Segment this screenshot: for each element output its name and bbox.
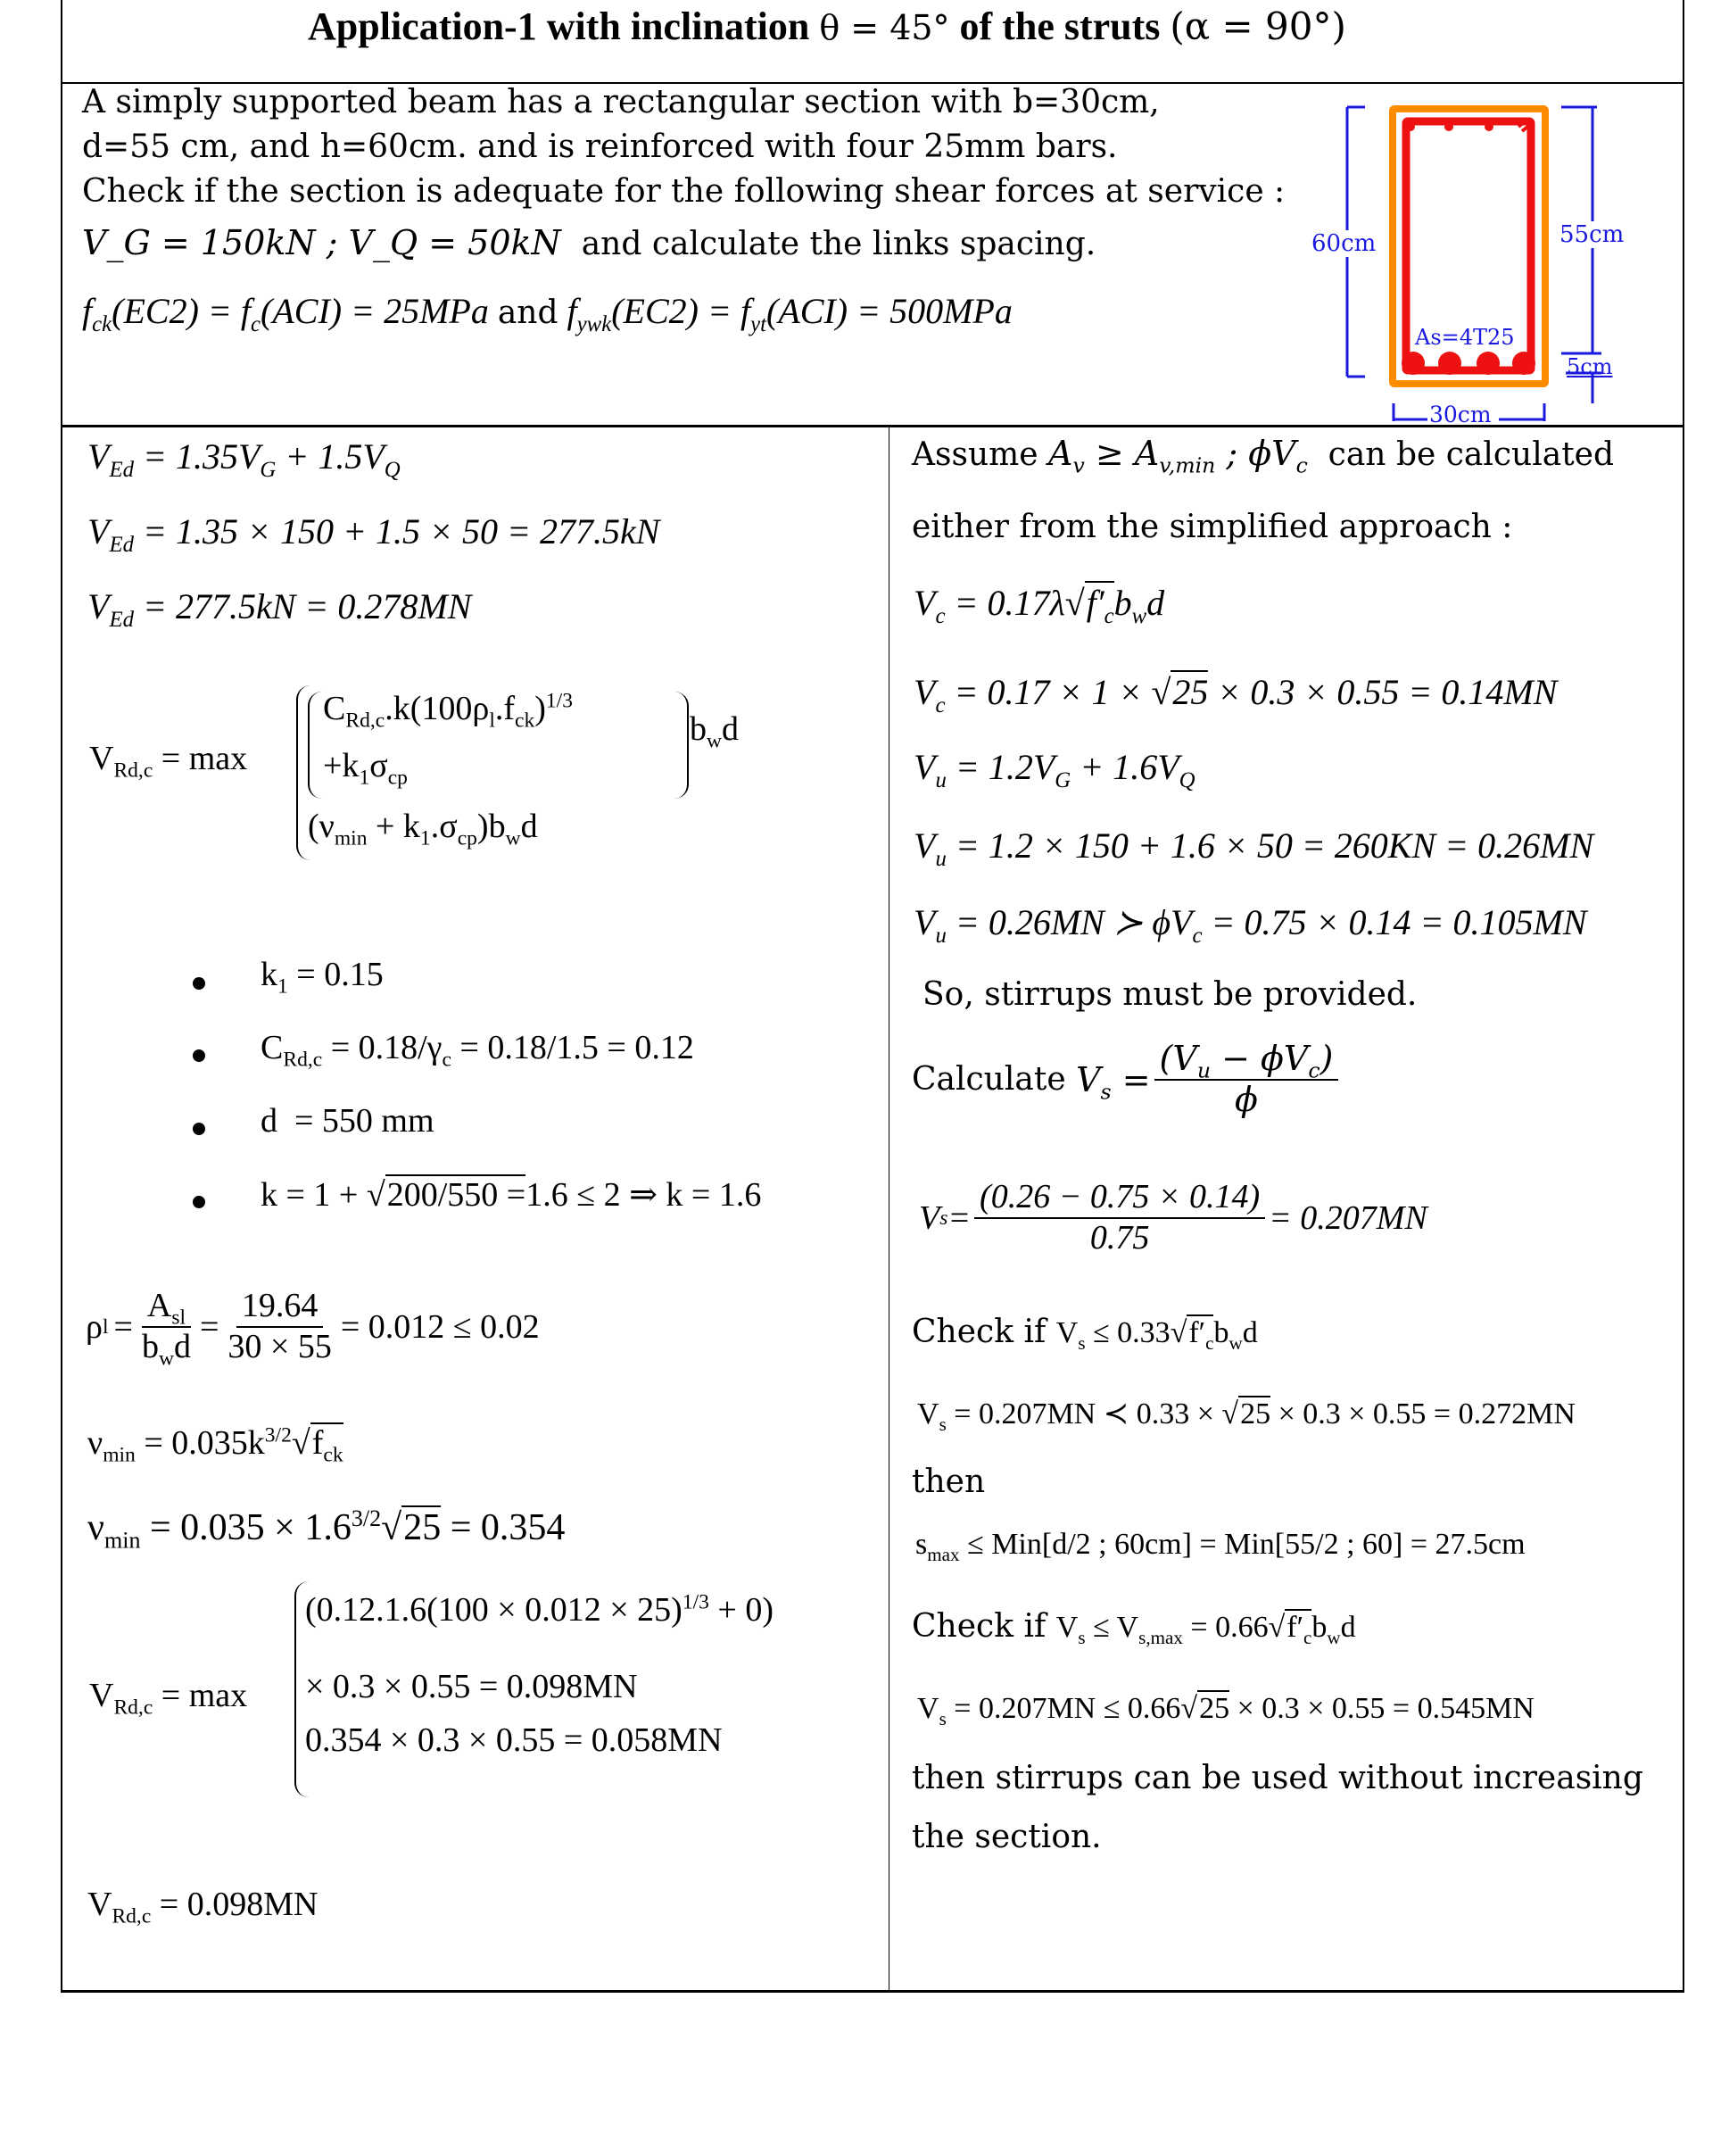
bullet-icon xyxy=(193,977,205,990)
phi-vc: ; ϕV xyxy=(1215,434,1296,473)
vu-calc-rhs: = 1.2 × 150 + 1.6 × 50 = 260KN = 0.26MN xyxy=(946,825,1594,866)
vs-calc-num: (0.26 − 0.75 × 0.14) xyxy=(974,1178,1265,1219)
smax-sub: max xyxy=(927,1543,960,1565)
check2-rhs: = 0.66 xyxy=(1182,1611,1269,1644)
bullet-k: k = 1 + √200/550 =1.6 ≤ 2 ⇒ k = 1.6 xyxy=(261,1176,762,1214)
vc-root xyxy=(1085,581,1114,628)
vu-check-sub: u xyxy=(935,924,947,948)
vrdc-result-sub: Rd,c xyxy=(112,1904,152,1928)
check1-calc-tail: × 0.3 × 0.55 = 0.272MN xyxy=(1270,1397,1576,1430)
vs-num-close: ) xyxy=(1320,1039,1334,1078)
ved-result-symbol: V xyxy=(87,586,110,626)
vmin-calc-exp: 3/2 xyxy=(351,1505,382,1531)
vc-sub: c xyxy=(1295,452,1308,478)
check2-fc: f′ xyxy=(1286,1611,1304,1644)
depth-dimension-label: 55cm xyxy=(1559,221,1625,248)
check1-fc: f′ xyxy=(1188,1316,1206,1349)
rho-den-2: 30 × 55 xyxy=(228,1327,332,1365)
vs-symbol-wrap xyxy=(1076,1059,1151,1105)
k1-symbol: k xyxy=(261,956,277,993)
vmin-root xyxy=(310,1422,343,1467)
d-rho: d xyxy=(173,1327,191,1365)
check2-calc-rhs: = 0.207MN ≤ 0.66 xyxy=(946,1692,1181,1725)
fc-sub: c xyxy=(251,312,261,336)
vu-calc-sub: u xyxy=(935,847,947,871)
vrdc-calc-row2: × 0.3 × 0.55 = 0.098MN xyxy=(305,1668,638,1705)
fywk-sub: ywk xyxy=(576,312,612,336)
k1-value: = 0.15 xyxy=(287,956,384,993)
vc-bw-sub: w xyxy=(1131,604,1147,628)
vs-num-mid: − ϕV xyxy=(1210,1039,1309,1078)
ck-root-sub: ck xyxy=(323,1443,343,1467)
vs-calc-den: 0.75 xyxy=(1089,1218,1150,1256)
check1-calc-v: V xyxy=(917,1397,939,1430)
avmin-sub: v,min xyxy=(1159,452,1216,478)
vc-symbol: V xyxy=(914,583,936,623)
title-mid: of the struts xyxy=(949,4,1171,48)
check1-calc-rhs: = 0.207MN ≺ 0.33 × xyxy=(946,1397,1222,1430)
vc-calc-rhs: = 0.17 × 1 × xyxy=(945,672,1152,712)
cover-dimension-label: 5cm xyxy=(1567,354,1613,379)
fy-symbol: f xyxy=(567,291,577,331)
height-dimension-label: 60cm xyxy=(1311,230,1377,257)
ved-g-sub: G xyxy=(260,458,277,482)
vrdc-result xyxy=(87,1885,318,1928)
ved-mid: + 1.5V xyxy=(276,436,385,477)
check2-math: $V_s \le V_{s,max} = 0.66√f'_cb_wd$ xyxy=(1055,1611,1356,1648)
ved-calc-rhs: = 1.35 × 150 + 1.5 × 50 = 277.5kN xyxy=(133,511,660,551)
vmin-exp: 3/2 xyxy=(264,1423,292,1447)
vs-fraction xyxy=(1154,1040,1339,1119)
problem-line-2: d=55 cm, and h=60cm. and is reinforced with four 25mm bars. xyxy=(82,129,1118,165)
vs-num-open: (V xyxy=(1159,1039,1197,1078)
check2-root xyxy=(1285,1609,1312,1648)
vmin-d: d xyxy=(520,808,538,845)
fck-sub: ck xyxy=(92,312,112,336)
vrdc-calc-row3: 0.354 × 0.3 × 0.55 = 0.058MN xyxy=(305,1721,723,1759)
vc-formula: $V_c = 0.17\lambda√f'_cb_wd$ xyxy=(914,583,1165,628)
vc-formula-sub: c xyxy=(935,604,946,628)
conclusion-line-2: the section. xyxy=(912,1819,1102,1855)
fc-tail: (ACI) = 25MPa xyxy=(261,291,489,331)
frame-left-border xyxy=(61,0,62,1993)
check2-mid: ≤ V xyxy=(1085,1611,1139,1644)
vrdc-paren-open xyxy=(308,692,322,799)
check1-fc-sub: c xyxy=(1205,1331,1214,1354)
vu-g-sub: G xyxy=(1055,768,1071,792)
nu-calc-symbol: ν xyxy=(87,1507,104,1548)
problem-line-1: A simply supported beam has a rectangular section with b=30cm, xyxy=(82,84,1160,120)
vmin-rhs: = 0.035k xyxy=(135,1424,265,1462)
vmin-sigma: .σ xyxy=(430,808,458,845)
vu-check-tail: = 0.75 × 0.14 = 0.105MN xyxy=(1202,902,1587,942)
ved-result-rhs: = 277.5kN = 0.278MN xyxy=(133,586,472,626)
ved-result-sub: Ed xyxy=(109,608,134,632)
vmin-calc-root: 25 xyxy=(403,1507,442,1548)
width-dimension-label: 30cm xyxy=(1429,402,1492,427)
crdc-sub: Rd,c xyxy=(283,1048,323,1072)
rho-symbol: ρ xyxy=(86,1307,103,1346)
d-term: d xyxy=(722,710,740,748)
rho-result: = 0.012 ≤ 0.02 xyxy=(340,1307,540,1346)
k1-sub: 1 xyxy=(359,766,370,790)
vmin-formula: $\nu_{min} = 0.035k^{3/2}√f_{ck}$ xyxy=(87,1423,343,1467)
bullet-crdc xyxy=(261,1028,694,1072)
vc-calc-symbol: V xyxy=(914,672,936,712)
vs-symbol: V xyxy=(1076,1059,1101,1099)
k-term: .k(100ρ xyxy=(385,690,490,727)
vs-denominator: ϕ xyxy=(1234,1079,1258,1119)
asl-sub: sl xyxy=(171,1306,186,1330)
crdc-symbol: C xyxy=(261,1029,284,1066)
check-label-1: Check if xyxy=(912,1314,1056,1350)
crdc-gamma: = 0.18/γ xyxy=(322,1029,443,1066)
check1-bw-sub: w xyxy=(1228,1331,1243,1354)
rho-formula: ρ l = $\frac{A_{sl}}{b_wd}$ = $\frac{19.64}{30 \times 55}$ = 0.012 ≤ 0.02 xyxy=(86,1287,540,1371)
vu-rhs: = 1.2V xyxy=(946,747,1055,787)
vc-rhs: = 0.17λ xyxy=(945,583,1065,623)
check2-calc-v: V xyxy=(917,1692,939,1725)
vu-formula xyxy=(914,746,1195,792)
check2-calc-root: 25 xyxy=(1199,1692,1230,1725)
vu-check-symbol: V xyxy=(914,902,936,942)
vrdc-paren-close xyxy=(674,692,689,799)
vrdc-result-symbol: V xyxy=(87,1886,112,1923)
vmin-calc-result: = 0.354 xyxy=(441,1507,566,1548)
either-line: either from the simplified approach : xyxy=(912,509,1513,545)
vrdc-result-value: = 0.098MN xyxy=(151,1886,318,1923)
vc-calculation: $V_c = 0.17 \times 1 \times √25 \times 0.3 \times 0.55 = 0.14MN$ xyxy=(914,672,1558,717)
bullet-k1 xyxy=(261,955,384,999)
k-root: 200/550 = xyxy=(386,1176,526,1214)
vrdc-formula-row2 xyxy=(323,746,408,790)
rho-fraction-1 xyxy=(136,1287,196,1371)
bullet-d: d = 550 mm xyxy=(261,1102,434,1140)
steel-area-label: As=4T25 xyxy=(1415,325,1515,350)
check2-sub: s xyxy=(1078,1626,1086,1648)
ved-calc-sub: Ed xyxy=(109,533,134,557)
vc-bw: b xyxy=(1113,583,1132,623)
rho-sub: l xyxy=(489,709,495,733)
check1-rhs: ≤ 0.33 xyxy=(1085,1316,1171,1349)
vmin-sub: min xyxy=(334,826,368,850)
vmin-mid: + k xyxy=(367,808,420,845)
check1-calc-root: 25 xyxy=(1240,1397,1271,1430)
check2-mid-sub: s,max xyxy=(1138,1626,1183,1648)
vu-check-rhs: = 0.26MN ≻ ϕV xyxy=(946,902,1193,942)
k-lhs: k = 1 + xyxy=(261,1176,367,1214)
nu-calc-sub: min xyxy=(104,1527,141,1554)
vu-q-sub: Q xyxy=(1179,768,1195,792)
assume-word: Assume xyxy=(912,436,1049,473)
bullet-icon xyxy=(193,1049,205,1062)
sigma: σ xyxy=(369,747,388,784)
vs-numerator xyxy=(1154,1040,1339,1081)
vu-mid: + 1.6V xyxy=(1071,747,1179,787)
fyt-sub: yt xyxy=(750,312,766,336)
vc-calc-tail: × 0.3 × 0.55 = 0.14MN xyxy=(1208,672,1558,712)
problem-line-3: Check if the section is adequate for the following shear forces at service : xyxy=(82,173,1286,210)
vu-check xyxy=(914,901,1587,948)
check-label-2: Check if xyxy=(912,1608,1056,1645)
vs-calc-result: = 0.207MN xyxy=(1269,1198,1427,1237)
ved-result xyxy=(87,585,472,632)
vs-num-sub: u xyxy=(1196,1057,1211,1083)
c-rdc: C xyxy=(323,690,346,727)
vrdc-calc-lhs xyxy=(89,1676,248,1720)
bw: b xyxy=(141,1327,159,1365)
fck-sub2: ck xyxy=(515,709,535,733)
av: A xyxy=(1048,434,1073,473)
vrdc-calc-row1-exp: 1/3 xyxy=(682,1590,709,1614)
f-term: .f xyxy=(494,690,516,727)
exp-third: 1/3 xyxy=(545,689,573,713)
vrdc-formula-row1: $C_{Rd,c}.k(100\rho_l.f_{ck})^{1/3}$ xyxy=(323,689,573,733)
ved-rhs: = 1.35V xyxy=(133,436,261,477)
check1-v: V xyxy=(1055,1316,1079,1349)
calculate-label: Calculate xyxy=(912,1061,1077,1099)
fck-mid: (EC2) = f xyxy=(112,291,251,331)
check2-v: V xyxy=(1055,1611,1079,1644)
nu-sub: min xyxy=(103,1443,136,1467)
k1-term: +k xyxy=(323,747,360,784)
check1-root xyxy=(1187,1314,1214,1354)
c-rdc-sub: Rd,c xyxy=(345,709,385,733)
ved-calculation xyxy=(87,510,660,557)
rho-num-2: 19.64 xyxy=(236,1287,324,1328)
stirrups-required: So, stirrups must be provided. xyxy=(922,976,1418,1013)
bullet-icon xyxy=(193,1196,205,1208)
nu-symbol: ν xyxy=(87,1424,103,1462)
vmin-calculation: $\nu_{min} = 0.035 \times 1.6^{3/2}√25 = 0.354$ xyxy=(87,1505,566,1554)
and-word: and xyxy=(497,294,558,331)
vrdc-calc-row1-tail: + 0) xyxy=(708,1591,774,1629)
conclusion-line-1: then stirrups can be used without increasing xyxy=(912,1760,1643,1796)
check1-sub: s xyxy=(1078,1331,1086,1354)
fy-mid: (EC2) = f xyxy=(611,291,751,331)
ved-sub: Ed xyxy=(109,458,134,482)
fc-prime: f′ xyxy=(1086,583,1104,623)
check2-bw: b xyxy=(1311,1611,1328,1644)
vrdc-formula-lhs xyxy=(89,739,248,783)
vrdc-calc-eq: = max xyxy=(153,1677,248,1714)
vmin-calc-rhs: = 0.035 × 1.6 xyxy=(140,1507,352,1548)
vrdc-eq: = max xyxy=(153,740,248,777)
page-title xyxy=(308,4,1346,49)
smax-line xyxy=(915,1528,1526,1565)
bw-b: b xyxy=(690,710,707,748)
vrdc-symbol: V xyxy=(89,740,114,777)
problem-materials xyxy=(82,290,1013,336)
check-vs-max-calculation: $V_s = 0.207MN \le 0.66√25 \times 0.3 \times 0.55 = 0.545MN$ xyxy=(917,1692,1535,1729)
loads-math: V_G = 150kN ; V_Q = 50kN xyxy=(82,223,561,262)
alpha-expression: (α = 90°) xyxy=(1170,4,1346,48)
vu-sub: u xyxy=(935,768,947,792)
vrdc-calc-row1-text: (0.12.1.6(100 × 0.012 × 25) xyxy=(305,1591,682,1629)
frame-bottom-border xyxy=(61,1990,1684,1993)
vmin-tail: )b xyxy=(476,808,506,845)
theta-expression: θ = 45° xyxy=(819,8,950,47)
vs-sub: s xyxy=(1100,1079,1112,1105)
bw-sub-rho: w xyxy=(158,1347,174,1371)
assume-line xyxy=(912,434,1615,478)
vs-eq: = xyxy=(1111,1059,1151,1099)
vc-calc-sub: c xyxy=(935,693,946,717)
av-ge: ≥ A xyxy=(1084,434,1160,473)
check2-bw-sub: w xyxy=(1327,1626,1341,1648)
vrdc-sub: Rd,c xyxy=(113,759,153,783)
vmin-open: (ν xyxy=(308,808,335,845)
check2-calc-sub: s xyxy=(939,1707,947,1729)
vrdc-calc-sub: Rd,c xyxy=(113,1696,153,1720)
assume-math xyxy=(1048,434,1308,478)
asl: A xyxy=(146,1287,172,1324)
vc-d: d xyxy=(1146,583,1165,623)
check1-d: d xyxy=(1242,1316,1258,1349)
vmin-k-sub: 1 xyxy=(419,826,431,850)
check2-d: d xyxy=(1340,1611,1356,1644)
ved-formula xyxy=(87,435,401,482)
check2-fc-sub: c xyxy=(1303,1626,1312,1648)
crdc-value: = 0.18/1.5 = 0.12 xyxy=(451,1029,694,1066)
check-vs-calculation: $V_s = 0.207MN$ ≺ 0.33 × √25 × 0.3 × 0.55 = 0.272MN xyxy=(917,1397,1576,1435)
vs-calc-symbol: V xyxy=(919,1198,940,1237)
title-prefix: Application-1 with inclination xyxy=(308,4,820,48)
bullet-icon xyxy=(193,1123,205,1135)
check-vs-max xyxy=(912,1608,1356,1648)
vs-formula xyxy=(912,1040,1342,1119)
smax-rhs: ≤ Min[d/2 ; 60cm] = Min[55/2 ; 60] = 27.5cm xyxy=(959,1528,1526,1561)
smax-s: s xyxy=(915,1528,928,1561)
vrdc-calc-symbol: V xyxy=(89,1677,114,1714)
av-sub: v xyxy=(1072,452,1085,478)
check1-bw: b xyxy=(1213,1316,1229,1349)
fck-symbol: f xyxy=(82,291,93,331)
fy-tail: (ACI) = 500MPa xyxy=(766,291,1013,331)
can-be-calculated: can be calculated xyxy=(1307,436,1615,473)
ved-calc-symbol: V xyxy=(87,511,110,551)
rho-num-1 xyxy=(142,1287,191,1328)
vmin-sigma-sub: cp xyxy=(457,826,477,850)
fc-prime-sub: c xyxy=(1104,604,1114,628)
check-vs-limit xyxy=(912,1314,1258,1354)
vu-calculation xyxy=(914,825,1594,871)
ved-symbol: V xyxy=(87,436,110,477)
beam-section-diagram xyxy=(1294,89,1683,427)
vs-calculation: V s = $\frac{(0.26 - 0.75 \times 0.14)}{0.75}$ = 0.207MN xyxy=(919,1178,1427,1256)
vs-calc-fraction xyxy=(974,1178,1265,1257)
vs-calc-eq: = xyxy=(947,1198,972,1237)
vc-calc-root: 25 xyxy=(1172,672,1209,712)
beam-section-svg xyxy=(1294,89,1683,427)
rho-fraction-2 xyxy=(222,1287,336,1366)
check2-calc-tail: × 0.3 × 0.55 = 0.545MN xyxy=(1229,1692,1535,1725)
vrdc-formula-bwd xyxy=(690,709,740,753)
sigma-sub: cp xyxy=(387,766,408,790)
check1-calc-sub: s xyxy=(939,1413,947,1435)
rho-den-1 xyxy=(136,1327,196,1371)
k-value: 1.6 ≤ 2 ⇒ k = 1.6 xyxy=(525,1176,762,1214)
then-word: then xyxy=(912,1464,986,1500)
vmin-w: w xyxy=(505,826,521,850)
k1-bullet-sub: 1 xyxy=(277,974,288,999)
problem-loads xyxy=(82,223,1096,262)
vs-num-c: c xyxy=(1308,1057,1320,1083)
f-root: f xyxy=(311,1424,324,1462)
bw-sub: w xyxy=(707,729,723,753)
vrdc-calc-row1 xyxy=(305,1590,774,1629)
loads-text: and calculate the links spacing. xyxy=(581,226,1096,262)
frame-right-border xyxy=(1683,0,1684,1993)
vu-symbol: V xyxy=(914,747,936,787)
gamma-sub: c xyxy=(442,1048,451,1072)
vu-check-c-sub: c xyxy=(1192,924,1203,948)
check1-math: $V_s \le 0.33√f'_cb_wd$ xyxy=(1055,1316,1258,1354)
vu-calc-symbol: V xyxy=(914,825,936,866)
vrdc-formula-row3 xyxy=(308,807,538,850)
ved-q-sub: Q xyxy=(384,458,401,482)
